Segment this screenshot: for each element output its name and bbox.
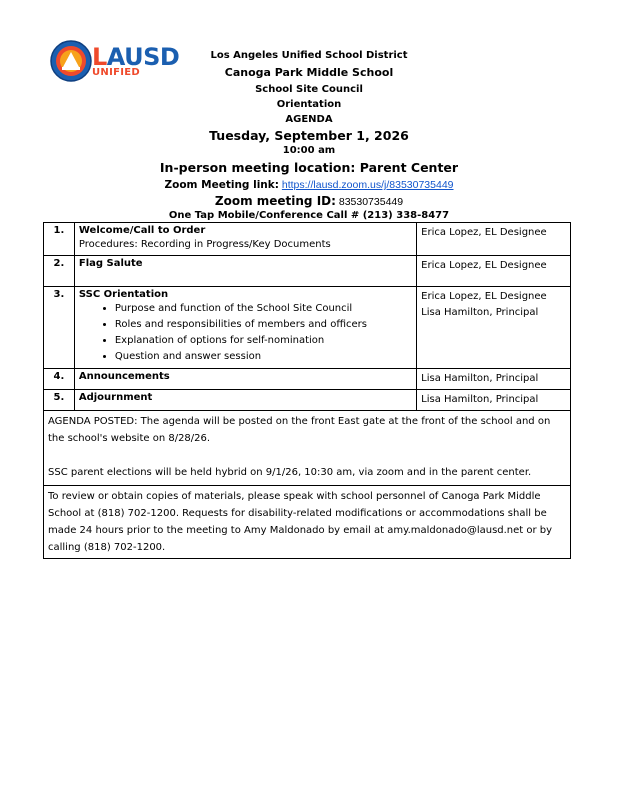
- bullet-item: • Roles and responsibilities of members and officers: [115, 318, 412, 331]
- zoom-link[interactable]: https://lausd.zoom.us/j/83530735449: [281, 179, 454, 191]
- item-presenter: [417, 287, 571, 369]
- item-presenter: [417, 256, 571, 287]
- item-title: Announcements: [78, 371, 170, 382]
- zoom-id-value: 83530735449: [338, 196, 404, 208]
- item-subtitle: Procedures: Recording in Progress/Key Documents: [78, 239, 331, 250]
- agenda-row: [44, 223, 571, 256]
- item-presenter: [417, 223, 571, 256]
- bullet-item: • Purpose and function of the School Site Council: [115, 302, 412, 315]
- meeting-location: In-person meeting location: Parent Center: [159, 160, 459, 175]
- presenter: Erica Lopez, EL Designee: [421, 260, 547, 271]
- agenda-item: [74, 223, 416, 256]
- agenda-table: [43, 222, 571, 559]
- agenda-posted-note: AGENDA POSTED: The agenda will be posted on the front East gate at the front of the school and on the school's website on 8/28/26.: [48, 416, 551, 444]
- presenter: Lisa Hamilton, Principal: [421, 394, 539, 405]
- accommodations-note: To review or obtain copies of materials, please speak with school personnel of Canoga Park Middle School at (818) 702-1200. Requests for disability-related modifications or accommodations shall be made 24 hours prior to the meeting to Amy Maldonado by email at amy.maldonado@lausd.net or by calling (818) 702-1200.: [48, 491, 553, 553]
- district-name: Los Angeles Unified School District: [210, 50, 408, 61]
- bullet-item: • Question and answer session: [115, 350, 412, 363]
- item-number: 1.: [44, 223, 75, 256]
- notes-row: [44, 411, 571, 486]
- school-name: Canoga Park Middle School: [224, 66, 394, 79]
- logo-wordmark: LAUSD: [92, 43, 180, 71]
- item-title: Flag Salute: [78, 258, 143, 269]
- presenter: Erica Lopez, EL Designee: [421, 291, 547, 302]
- conference-call-line: One Tap Mobile/Conference Call # (213) 338-8477: [168, 210, 450, 221]
- agenda-item: [74, 256, 416, 287]
- agenda-row: [44, 287, 571, 369]
- item-title: Adjournment: [78, 392, 153, 403]
- logo-subtext: UNIFIED: [92, 67, 140, 78]
- agenda-row: [44, 369, 571, 390]
- agenda-item: [74, 390, 416, 411]
- accommodations-cell: [44, 486, 571, 559]
- meeting-date: Tuesday, September 1, 2026: [209, 128, 409, 143]
- bullet-item: • Explanation of options for self-nomination: [115, 334, 412, 347]
- item-bullets: [79, 302, 412, 363]
- presenter: Lisa Hamilton, Principal: [421, 307, 539, 318]
- item-presenter: [417, 390, 571, 411]
- meeting-type: Orientation: [276, 99, 342, 110]
- zoom-id-line: [0, 194, 618, 208]
- accommodations-row: [44, 486, 571, 559]
- zoom-id-label: Zoom meeting ID:: [214, 194, 336, 208]
- item-presenter: [417, 369, 571, 390]
- item-title: SSC Orientation: [78, 289, 169, 300]
- item-number: 3.: [44, 287, 75, 369]
- presenter: Lisa Hamilton, Principal: [421, 373, 539, 384]
- agenda-row: [44, 390, 571, 411]
- notes-cell: [44, 411, 571, 486]
- agenda-item: [74, 369, 416, 390]
- agenda-row: [44, 256, 571, 287]
- item-number: 4.: [44, 369, 75, 390]
- elections-note: SSC parent elections will be held hybrid on 9/1/26, 10:30 am, via zoom and in the parent center.: [48, 467, 532, 478]
- item-number: 2.: [44, 256, 75, 287]
- zoom-link-line: [0, 179, 618, 191]
- presenter: Erica Lopez, EL Designee: [421, 227, 547, 238]
- agenda-item: [74, 287, 416, 369]
- meeting-time: 10:00 am: [282, 145, 336, 156]
- item-number: 5.: [44, 390, 75, 411]
- doc-type: AGENDA: [285, 114, 333, 125]
- item-title: Welcome/Call to Order: [78, 225, 206, 236]
- council-name: School Site Council: [255, 84, 363, 95]
- zoom-link-label: Zoom Meeting link:: [164, 179, 279, 191]
